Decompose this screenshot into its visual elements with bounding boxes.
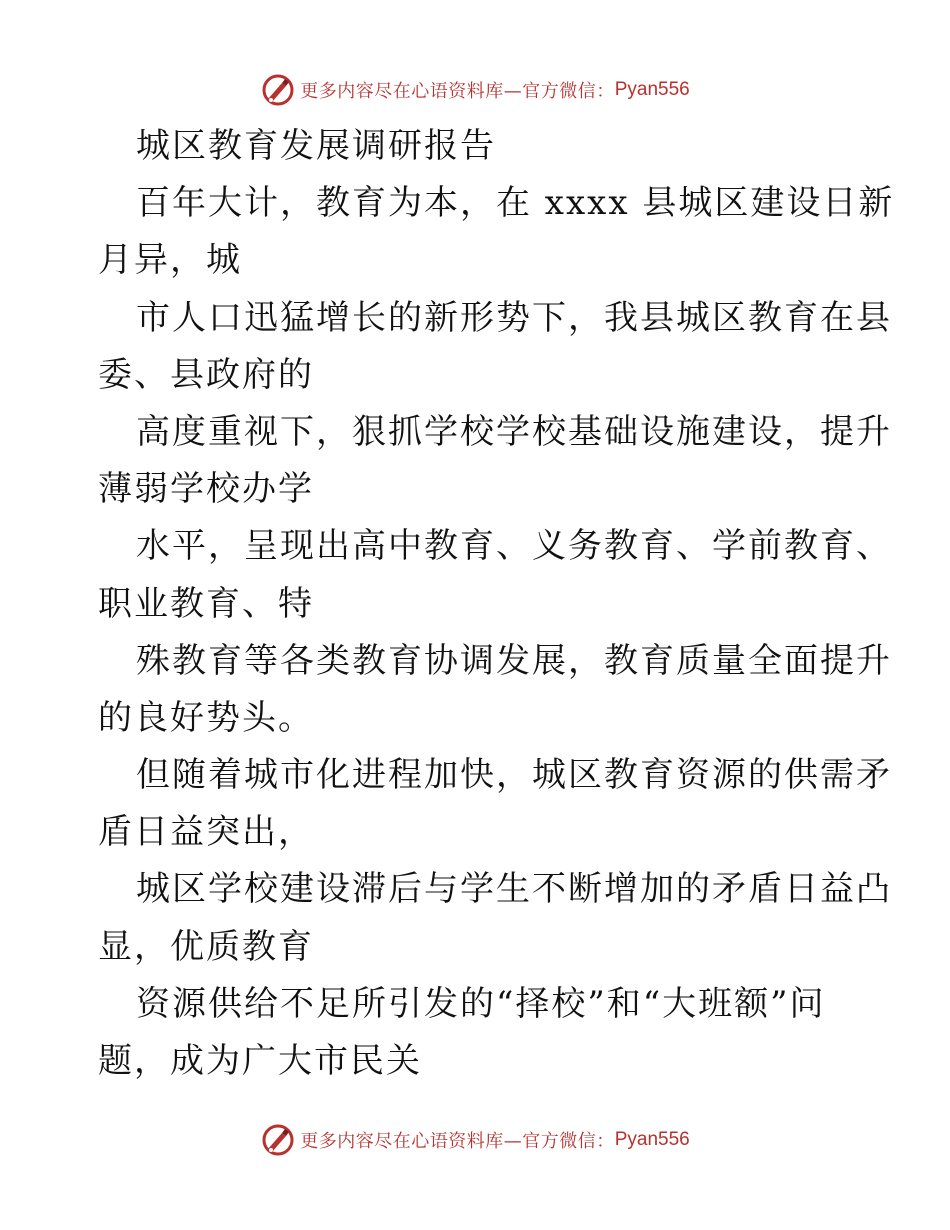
paragraph-line: 但随着城市化进程加快，城区教育资源的供需矛: [136, 755, 892, 796]
footer-watermark: [0, 1120, 950, 1160]
watermark-text: 更多内容尽在心语资料库—官方微信：: [300, 81, 615, 102]
document-title: 城区教育发展调研报告: [136, 126, 496, 166]
paragraph-line: 殊教育等各类教育协调发展，教育质量全面提升: [136, 640, 892, 681]
watermark-wechat-id: Pyan556: [614, 1129, 690, 1150]
paragraph-line: 水平，呈现出高中教育、义务教育、学前教育、: [136, 526, 892, 567]
paragraph-line: 题，成为广大市民关: [98, 1041, 422, 1081]
watermark-wechat-id: Pyan556: [614, 79, 690, 100]
paragraph-line: 显，优质教育: [98, 926, 314, 967]
paragraph-line: 委、县政府的: [98, 354, 314, 395]
pen-logo-icon: [260, 72, 296, 108]
document-body: [98, 118, 895, 1090]
paragraph-line: 职业教育、特: [98, 583, 314, 624]
paragraph-line: 薄弱学校办学: [98, 469, 314, 510]
watermark-text: 更多内容尽在心语资料库—官方微信：: [300, 1131, 615, 1152]
header-watermark: [0, 70, 950, 110]
pen-logo-icon: [260, 1122, 296, 1158]
paragraph-line: 城区学校建设滞后与学生不断增加的矛盾日益凸: [136, 869, 892, 910]
paragraph-line: 月异，城: [98, 240, 242, 281]
paragraph-line: 高度重视下，狠抓学校学校基础设施建设，提升: [136, 411, 892, 452]
paragraph-line: 资源供给不足所引发的“择校”和“大班额”问: [136, 983, 826, 1024]
paragraph-line: 市人口迅猛增长的新形势下，我县城区教育在县: [136, 297, 892, 338]
paragraph-line: 盾日益突出，: [98, 812, 314, 853]
paragraph-line: 的良好势头。: [98, 697, 314, 738]
paragraph-line: 百年大计，教育为本，在 xxxx 县城区建设日新: [136, 183, 895, 224]
